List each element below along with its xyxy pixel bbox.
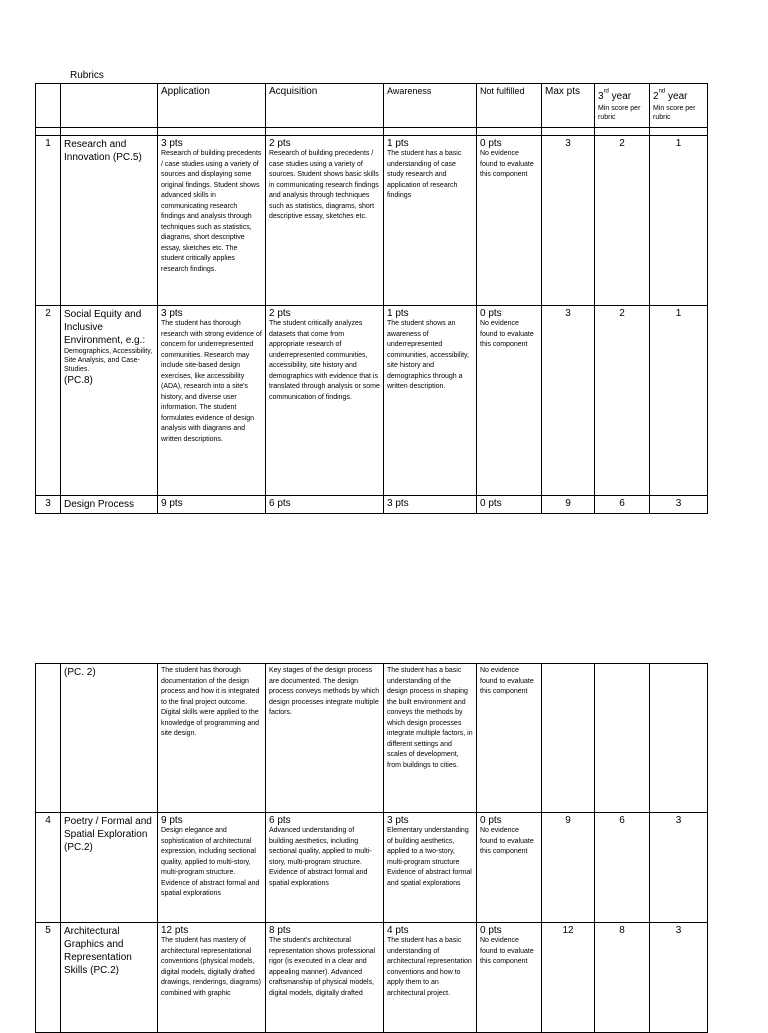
points: 8 pts (269, 925, 291, 936)
table-row (36, 813, 708, 923)
points: 3 pts (387, 815, 409, 826)
header-criterion-cell (61, 84, 158, 128)
table-row (36, 496, 708, 514)
max-pts (542, 664, 595, 813)
row-number: 4 (36, 813, 61, 923)
description: Research of building precedents / case studies using a variety of sources and displaying some original findings. Student shows advanced skills in communicating research findings and analysis through techniques such as statistics, diagrams, short descriptive essay, sketches etc. The student critically applies research findings. (161, 150, 262, 273)
second-year-sub: Min score per rubric (653, 105, 696, 121)
description: The student has a basic understanding of architectural representation conventions and how to apply them to an architectural project. (387, 937, 472, 997)
spacer-row (36, 128, 708, 136)
criterion: Poetry / Formal and Spatial Exploration (PC.2) (61, 813, 158, 923)
description: The student's architectural representation shows professional rigor (is executed in a clear and appealing manner). Advanced craftsmanship of physical models, digital models, digitally drafted (269, 937, 376, 997)
rubric-table-page-1 (35, 83, 708, 514)
criterion-code: (PC.8) (64, 375, 93, 386)
third-year-sub: Min score per rubric (598, 105, 641, 121)
application-cell (158, 136, 266, 306)
header-acquisition: Acquisition (266, 84, 384, 128)
not-fulfilled-cell (477, 136, 542, 306)
rubric-table-page-2 (35, 663, 708, 1033)
header-not-fulfilled: Not fulfilled (477, 84, 542, 128)
third-year-min: 8 (595, 923, 650, 1033)
description: Elementary understanding of building aesthetics, applied to a two-story, multi-program structure Evidence of abstract formal and spatial explorations (387, 827, 472, 887)
header-third-year (595, 84, 650, 128)
acquisition-cell (266, 664, 384, 813)
criterion-examples: Demographics, Accessibility, Site Analysis, and Case-Studies. (64, 348, 153, 373)
header-max-pts: Max pts (542, 84, 595, 128)
points: 4 pts (387, 925, 409, 936)
third-year-num: 3 (598, 91, 604, 102)
criterion: Design Process (61, 496, 158, 514)
criterion-cell (61, 306, 158, 496)
application-cell (158, 306, 266, 496)
description: Advanced understanding of building aesthetics, including sectional quality, applied to multi-story, multi-program structure. Evidence of abstract formal and spatial explorations (269, 827, 372, 887)
acquisition-cell (266, 923, 384, 1033)
second-year-min: 1 (650, 306, 708, 496)
description: The student has thorough research with strong evidence of concern for underrepresented communities. Research may include site-based design exercises, like accessibility (ADA), research into a site's history, and diverse user information. The student formulates evidence of design analysis with diagrams and written descriptions. (161, 320, 262, 443)
description: Design elegance and sophistication of architectural expression, including sectional quality, applied to multi-story, multi-program structure. Evidence of abstract formal and spatial explorations (161, 827, 260, 897)
awareness-points: 3 pts (384, 496, 477, 514)
third-year-min: 2 (595, 306, 650, 496)
application-cell (158, 664, 266, 813)
description: The student has thorough documentation of the design process and how it is integrated to the final project outcome. Digital skills were applied to the knowledge of programming and site design. (161, 667, 260, 737)
acquisition-cell (266, 306, 384, 496)
points: 0 pts (480, 925, 502, 936)
awareness-cell (384, 306, 477, 496)
description: Research of building precedents / case studies using a variety of sources. Student shows basic skills in communicating research findings and analysis through techniques such as statistics, diagrams, short descriptive essay, sketches etc. (269, 150, 379, 220)
awareness-cell (384, 664, 477, 813)
max-pts: 9 (542, 813, 595, 923)
description: No evidence found to evaluate this component (480, 320, 534, 348)
description: No evidence found to evaluate this component (480, 937, 534, 965)
table-row (36, 136, 708, 306)
second-year-min: 3 (650, 496, 708, 514)
table-row (36, 306, 708, 496)
header-second-year (650, 84, 708, 128)
third-year-min: 2 (595, 136, 650, 306)
awareness-cell (384, 923, 477, 1033)
third-year-sup: rd (603, 88, 609, 95)
description: The student has a basic understanding of the design process in shaping the built environment and conveys the methods by which design processes integrate multiple factors, in different settings and scales of development, from buildings to cities. (387, 667, 473, 769)
third-year-word: year (608, 91, 632, 102)
acquisition-cell (266, 136, 384, 306)
max-pts: 9 (542, 496, 595, 514)
second-year-word: year (665, 91, 688, 102)
max-pts: 12 (542, 923, 595, 1033)
description: The student has mastery of architectural representational conventions (physical models, digital models, digitally drafted drawings, renderings, diagrams) combined with graphic (161, 937, 261, 997)
header-row (36, 84, 708, 128)
third-year-min: 6 (595, 496, 650, 514)
acquisition-points: 6 pts (266, 496, 384, 514)
row-number (36, 664, 61, 813)
third-year-min: 6 (595, 813, 650, 923)
third-year-min (595, 664, 650, 813)
max-pts: 3 (542, 136, 595, 306)
second-year-min (650, 664, 708, 813)
second-year-min: 3 (650, 813, 708, 923)
description: No evidence found to evaluate this component (480, 667, 534, 695)
row-number: 2 (36, 306, 61, 496)
points: 2 pts (269, 138, 291, 149)
table-row-continuation (36, 664, 708, 813)
awareness-cell (384, 136, 477, 306)
application-cell (158, 813, 266, 923)
not-fulfilled-cell (477, 306, 542, 496)
points: 6 pts (269, 815, 291, 826)
row-number: 5 (36, 923, 61, 1033)
points: 0 pts (480, 138, 502, 149)
points: 3 pts (161, 308, 183, 319)
second-year-num: 2 (653, 91, 659, 102)
rubrics-caption: Rubrics (70, 70, 104, 81)
points: 1 pts (387, 308, 409, 319)
second-year-min: 3 (650, 923, 708, 1033)
header-application: Application (158, 84, 266, 128)
application-cell (158, 923, 266, 1033)
criterion: Architectural Graphics and Representation Skills (PC.2) (61, 923, 158, 1033)
max-pts: 3 (542, 306, 595, 496)
awareness-cell (384, 813, 477, 923)
not-fulfilled-points: 0 pts (477, 496, 542, 514)
table-row (36, 923, 708, 1033)
points: 2 pts (269, 308, 291, 319)
description: The student shows an awareness of underrepresented communities, accessibility, site history and demographics through a written description. (387, 320, 469, 390)
points: 0 pts (480, 815, 502, 826)
points: 0 pts (480, 308, 502, 319)
second-year-sup: nd (658, 88, 666, 95)
not-fulfilled-cell (477, 664, 542, 813)
points: 3 pts (161, 138, 183, 149)
header-awareness: Awareness (384, 84, 477, 128)
description: The student has a basic understanding of case study research and application of research findings (387, 150, 462, 199)
second-year-min: 1 (650, 136, 708, 306)
row-number: 3 (36, 496, 61, 514)
description: No evidence found to evaluate this component (480, 150, 534, 178)
description: No evidence found to evaluate this component (480, 827, 534, 855)
criterion: Social Equity and Inclusive Environment, e.g.: (64, 309, 146, 346)
header-num-cell (36, 84, 61, 128)
criterion: Research and Innovation (PC.5) (61, 136, 158, 306)
not-fulfilled-cell (477, 923, 542, 1033)
description: The student critically analyzes datasets that come from appropriate research of underrepresented communities, accessibility, site history and demographics with evidence that is translated through analysis or some communication of findings. (269, 320, 380, 401)
row-number: 1 (36, 136, 61, 306)
application-points: 9 pts (158, 496, 266, 514)
description: Key stages of the design process are documented. The design process conveys methods by which design processes integrate multiple factors. (269, 667, 380, 716)
criterion: (PC. 2) (61, 664, 158, 813)
points: 12 pts (161, 925, 189, 936)
not-fulfilled-cell (477, 813, 542, 923)
points: 9 pts (161, 815, 183, 826)
points: 1 pts (387, 138, 409, 149)
acquisition-cell (266, 813, 384, 923)
